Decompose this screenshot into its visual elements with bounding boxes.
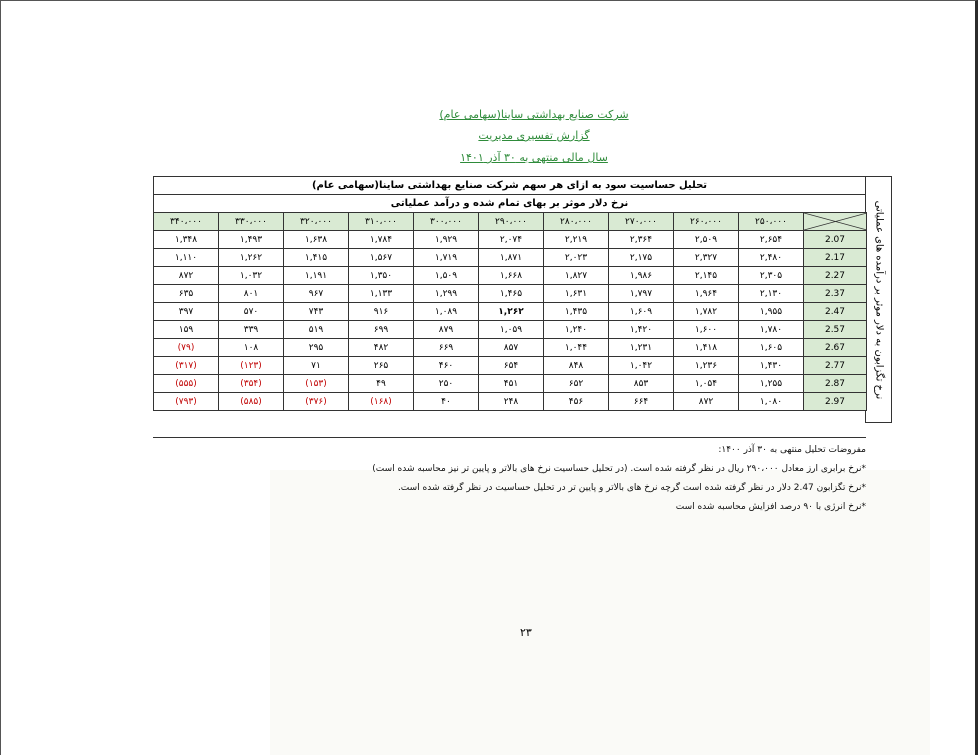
table-cell: ۳۳۹ [219,321,284,339]
column-header: ۲۵۰،۰۰۰ [739,213,804,231]
table-cell: ۱,۶۰۹ [609,303,674,321]
table-cell: ۸۷۹ [414,321,479,339]
table-cell: (۱۶۸) [349,393,414,411]
table-cell: ۵۷۰ [219,303,284,321]
table-cell: ۱,۷۱۹ [414,249,479,267]
table-cell: ۱,۴۱۸ [674,339,739,357]
table-cell: (۷۹) [154,339,219,357]
column-header: ۲۶۰،۰۰۰ [674,213,739,231]
rate-cell: 2.37 [804,285,867,303]
table-cell: ۱,۸۲۷ [544,267,609,285]
table-cell: ۱,۲۴۰ [544,321,609,339]
table-row [154,375,867,393]
note-energy-rate: *نرخ انرژی با ۹۰ درصد افزایش محاسبه شده است [675,502,866,512]
table-cell: ۱,۰۳۲ [219,267,284,285]
table-cell: ۴۵۶ [544,393,609,411]
table-row [154,231,867,249]
table-cell: ۸۰۱ [219,285,284,303]
table-cell: ۱,۴۹۳ [219,231,284,249]
column-header: ۳۲۰،۰۰۰ [284,213,349,231]
table-row [154,303,867,321]
table-cell: ۲,۰۲۳ [544,249,609,267]
table-cell: ۱,۹۲۹ [414,231,479,249]
table-cell: ۸۷۲ [154,267,219,285]
table-cell: ۴۶۰ [414,357,479,375]
table-cell: (۱۵۳) [284,375,349,393]
table-row [154,267,867,285]
column-header: ۲۹۰،۰۰۰ [479,213,544,231]
table-cell: ۱,۰۵۹ [479,321,544,339]
table-row [154,339,867,357]
notes-heading: مفروضات تحلیل منتهی به ۳۰ آذر ۱۴۰۰: [718,445,866,455]
table-cell: ۱,۷۸۰ [739,321,804,339]
table-cell: (۷۹۳) [154,393,219,411]
corner-cross-cell [804,213,867,231]
table-cell: ۶۳۵ [154,285,219,303]
rate-cell: 2.77 [804,357,867,375]
table-cell: ۲,۱۷۵ [609,249,674,267]
table-cell: ۱,۲۹۹ [414,285,479,303]
table-cell: ۱,۹۸۶ [609,267,674,285]
table-cell: ۲,۳۰۵ [739,267,804,285]
table-cell: ۱,۰۴۲ [609,357,674,375]
table-cell: (۱۲۳) [219,357,284,375]
table-cell: ۱۵۹ [154,321,219,339]
rate-cell: 2.57 [804,321,867,339]
table-cell: ۵۱۹ [284,321,349,339]
table-cell: ۲,۴۸۰ [739,249,804,267]
table-cell: ۶۵۲ [544,375,609,393]
table-subtitle: نرخ دلار موثر بر بهای تمام شده و درآمد عملیاتی [153,194,866,213]
table-cell: ۲۴۸ [479,393,544,411]
table-cell: ۴۰ [414,393,479,411]
column-header: ۲۷۰،۰۰۰ [609,213,674,231]
table-cell: (۳۵۴) [219,375,284,393]
table-cell: ۱,۶۳۱ [544,285,609,303]
page-number: ۲۳ [520,626,532,639]
table-cell: ۸۷۲ [674,393,739,411]
table-cell: ۱,۶۳۸ [284,231,349,249]
table-cell: ۱,۷۸۴ [349,231,414,249]
table-cell: ۲,۳۲۷ [674,249,739,267]
table-cell: ۱,۴۶۵ [479,285,544,303]
side-axis-label [865,176,892,423]
note-rate-assumption: *نرخ تگزابون 2.47 دلار در نظر گرفته شده است گرچه نرخ های بالاتر و پایین تر در تحلیل حساسیت در نظر گرفته شده است. [397,483,866,493]
sensitivity-table [153,176,892,423]
table-cell: ۲۵۰ [414,375,479,393]
table-cell: ۶۶۴ [609,393,674,411]
column-header: ۳۱۰،۰۰۰ [349,213,414,231]
table-cell: ۱,۲۶۲ [479,303,544,321]
table-cell: ۱,۲۶۲ [219,249,284,267]
table-cell: ۱,۲۳۶ [674,357,739,375]
table-cell: ۲,۲۱۹ [544,231,609,249]
note-exchange-rate: *نرخ برابری ارز معادل ۲۹۰،۰۰۰ ریال در نظر گرفته شده است. (در تحلیل حساسیت نرخ های بالاتر و پایین تر نیز محاسبه شده است) [372,464,866,474]
table-cell: ۱,۹۶۴ [674,285,739,303]
notes-divider [153,437,866,438]
table-cell: ۸۵۳ [609,375,674,393]
table-cell: ۱,۷۹۷ [609,285,674,303]
table-cell: ۷۴۳ [284,303,349,321]
table-cell: ۱,۲۳۱ [609,339,674,357]
table-cell: ۱,۳۴۸ [154,231,219,249]
table-cell: ۱,۶۰۰ [674,321,739,339]
rate-cell: 2.67 [804,339,867,357]
table-cell: ۱,۶۶۸ [479,267,544,285]
side-axis-text: نرخ تگزابون به دلار موثر بر درآمده های عملیاتی [873,200,884,399]
table-cell: ۲,۳۶۴ [609,231,674,249]
rate-cell: 2.07 [804,231,867,249]
column-header: ۳۰۰،۰۰۰ [414,213,479,231]
table-cell: ۲,۵۰۹ [674,231,739,249]
table-row [154,357,867,375]
table-cell: ۱,۳۵۰ [349,267,414,285]
table-cell: ۱,۹۵۵ [739,303,804,321]
table-cell: ۲,۱۴۵ [674,267,739,285]
table-cell: ۸۵۷ [479,339,544,357]
table-cell: ۱,۴۳۵ [544,303,609,321]
table-cell: ۱,۲۵۵ [739,375,804,393]
table-cell: ۴۹ [349,375,414,393]
table-cell: (۳۱۷) [154,357,219,375]
table-cell: ۶۶۹ [414,339,479,357]
table-cell: ۱,۰۴۴ [544,339,609,357]
table-cell: ۲,۱۳۰ [739,285,804,303]
table-cell: ۲,۰۷۴ [479,231,544,249]
table-cell: ۱,۷۸۲ [674,303,739,321]
table-cell: ۱,۵۰۹ [414,267,479,285]
table-row [154,393,867,411]
table-cell: ۱,۴۲۰ [609,321,674,339]
table-cell: ۱,۱۹۱ [284,267,349,285]
rate-cell: 2.17 [804,249,867,267]
rate-cell: 2.87 [804,375,867,393]
sensitivity-grid [153,212,867,411]
table-row [154,285,867,303]
rate-cell: 2.27 [804,267,867,285]
table-cell: ۹۶۷ [284,285,349,303]
table-cell: ۳۹۷ [154,303,219,321]
table-cell: ۱,۱۳۳ [349,285,414,303]
table-cell: ۱,۶۰۵ [739,339,804,357]
table-cell: ۲۹۵ [284,339,349,357]
table-cell: ۶۹۹ [349,321,414,339]
column-header: ۳۳۰،۰۰۰ [219,213,284,231]
table-cell: ۶۵۴ [479,357,544,375]
column-header: ۲۸۰،۰۰۰ [544,213,609,231]
table-cell: (۵۵۵) [154,375,219,393]
rate-cell: 2.97 [804,393,867,411]
report-title: گزارش تفسیری مدیریت [478,129,590,142]
table-cell: ۲,۶۵۴ [739,231,804,249]
table-cell: ۱,۵۶۷ [349,249,414,267]
table-row [154,249,867,267]
company-title: شرکت صنایع بهداشتی ساینا(سهامی عام) [439,108,629,121]
assumptions-notes [246,441,866,517]
table-cell: ۱,۴۳۰ [739,357,804,375]
table-cell: ۱,۰۸۹ [414,303,479,321]
table-cell: ۲۶۵ [349,357,414,375]
table-cell: ۷۱ [284,357,349,375]
table-cell: ۱,۱۱۰ [154,249,219,267]
table-row [154,321,867,339]
table-cell: ۹۱۶ [349,303,414,321]
table-cell: ۱,۰۵۴ [674,375,739,393]
period-title: سال مالی منتهی به ۳۰ آذر ۱۴۰۱ [460,151,608,164]
table-cell: ۸۴۸ [544,357,609,375]
cross-icon [804,213,867,230]
rate-cell: 2.47 [804,303,867,321]
table-cell: ۴۵۱ [479,375,544,393]
table-cell: ۱,۸۷۱ [479,249,544,267]
header-row [154,213,867,231]
table-cell: ۴۸۲ [349,339,414,357]
table-cell: ۱,۴۱۵ [284,249,349,267]
table-cell: ۱۰۸ [219,339,284,357]
table-cell: (۵۸۵) [219,393,284,411]
table-cell: ۱,۰۸۰ [739,393,804,411]
column-header: ۳۴۰،۰۰۰ [154,213,219,231]
table-cell: (۳۷۶) [284,393,349,411]
table-title: تحلیل حساسیت سود به ازای هر سهم شرکت صنایع بهداشتی ساینا(سهامی عام) [153,176,866,195]
